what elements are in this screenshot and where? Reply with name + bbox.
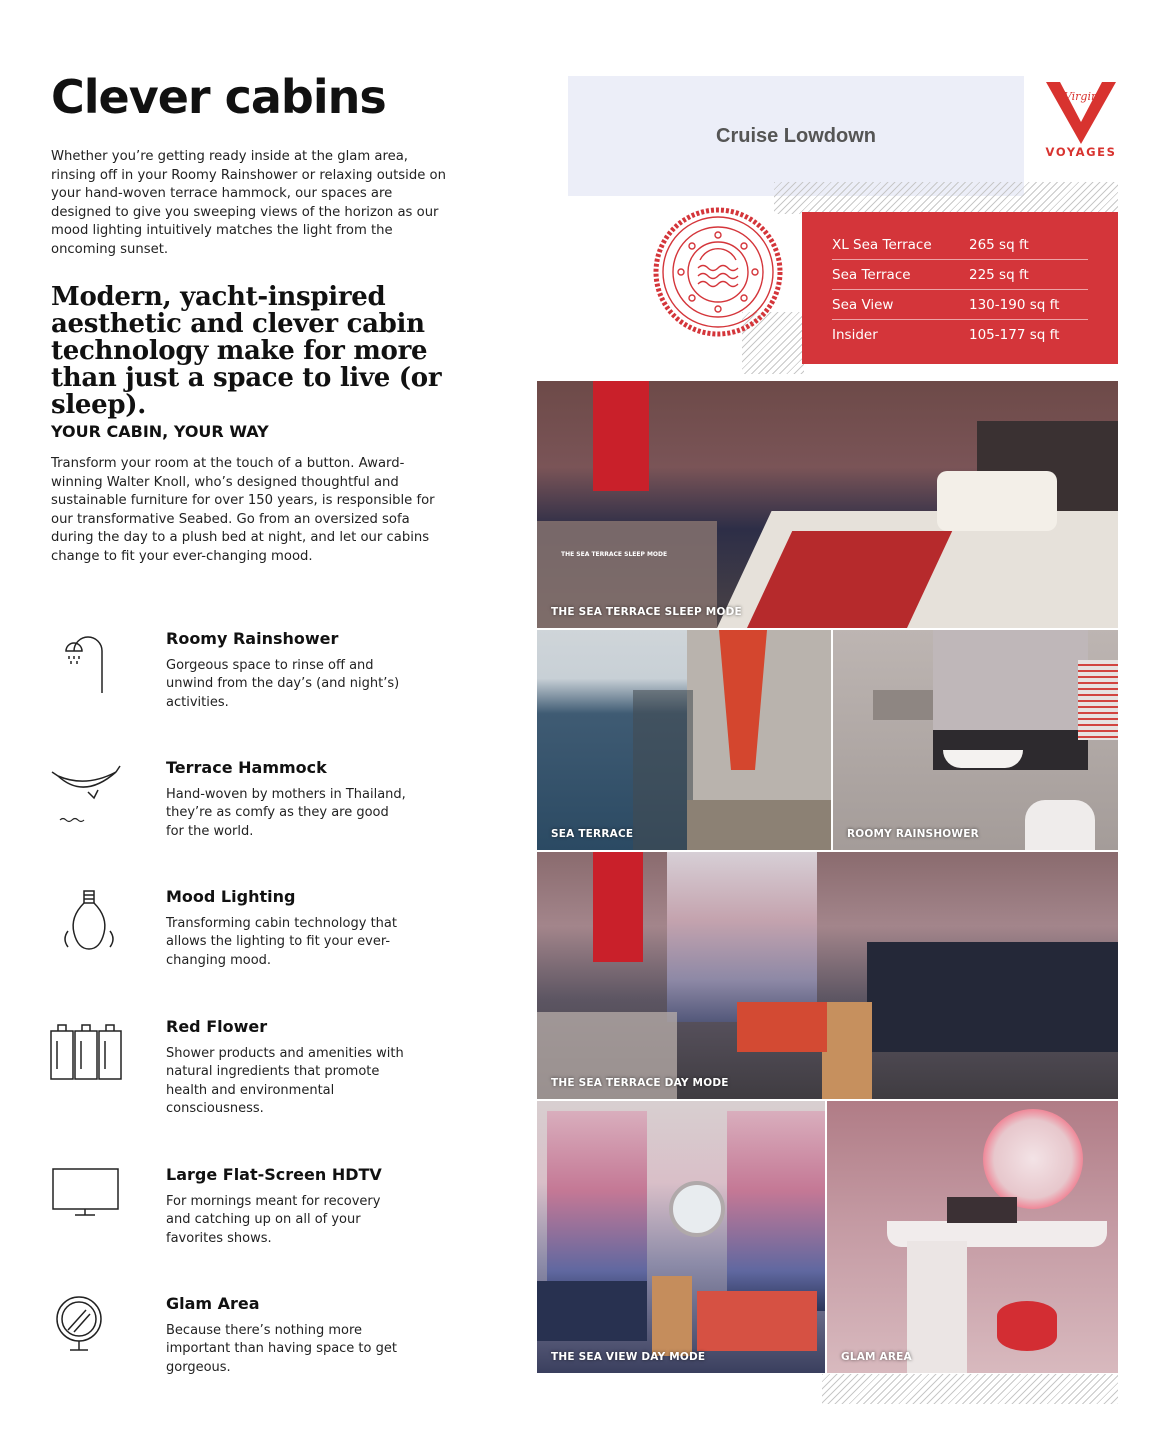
photo-sea-terrace: [537, 630, 831, 850]
tv-icon: [48, 1165, 128, 1245]
photo-caption: GLAM AREA: [841, 1351, 912, 1363]
cabin-size-row: [832, 290, 1088, 320]
cabin-sizes-table: [802, 212, 1118, 364]
section-paragraph: Transform your room at the touch of a button. Award-winning Walter Knoll, who’s designed thoughtful and sustainable furniture for over 150 years, is responsible for our transformative Seabed. Go from an oversized sofa during the day to a plush bed at night, and let our cabins change to fit your ever-changing mood.: [51, 456, 435, 564]
decorative-hatch: [774, 182, 1118, 214]
cabin-size-row: [832, 260, 1088, 290]
intro-paragraph: Whether you’re getting ready inside at the glam area, rinsing off in your Roomy Rainshower or relaxing outside on your hand-woven terrace hammock, our spaces are designed to give you sweeping views of the horizon as our mood lighting intuitively matches the light from the oncoming sunset.: [51, 149, 446, 257]
feature-title: Large Flat-Screen HDTV: [166, 1165, 382, 1184]
feature-title: Glam Area: [166, 1294, 260, 1313]
lightbulb-icon: [48, 887, 128, 967]
photo-sea-terrace-sleep-mode: [537, 381, 1118, 628]
photo-caption: THE SEA VIEW DAY MODE: [551, 1351, 706, 1363]
hammock-icon: [48, 758, 128, 838]
feature-description: Transforming cabin technology that allows the lighting to fit your ever-changing mood.: [166, 916, 397, 968]
cabin-area: 130-190 sq ft: [969, 296, 1060, 313]
svg-text:Virgin: Virgin: [1063, 90, 1099, 103]
porthole-icon: [652, 206, 784, 338]
cabin-area: 265 sq ft: [969, 236, 1029, 253]
feature-description: Because there’s nothing more important than having space to get gorgeous.: [166, 1323, 397, 1375]
photo-caption: THE SEA TERRACE SLEEP MODE: [551, 606, 742, 618]
feature-description: Hand-woven by mothers in Thailand, they’re as comfy as they are good for the world.: [166, 787, 406, 839]
cabin-size-row: [832, 230, 1088, 260]
feature-title: Roomy Rainshower: [166, 629, 339, 648]
cabin-type: Sea Terrace: [832, 266, 911, 283]
decorative-hatch: [822, 1374, 1118, 1404]
bottles-icon: [48, 1017, 128, 1097]
cabin-type: Insider: [832, 327, 878, 343]
page-title: Clever cabins: [51, 70, 386, 124]
cabin-type: XL Sea Terrace: [832, 236, 932, 253]
cabin-type: Sea View: [832, 296, 894, 313]
photo-caption: THE SEA TERRACE DAY MODE: [551, 1077, 729, 1089]
shower-icon: [48, 629, 128, 709]
photo-small-caption: THE SEA TERRACE SLEEP MODE: [561, 551, 668, 558]
section-heading: YOUR CABIN, YOUR WAY: [51, 422, 269, 441]
feature-description: Gorgeous space to rinse off and unwind from the day’s (and night’s) activities.: [166, 658, 400, 710]
photo-glam-area: [827, 1101, 1118, 1373]
photo-sea-terrace-day-mode: [537, 852, 1118, 1099]
photo-caption: ROOMY RAINSHOWER: [847, 828, 979, 840]
mirror-icon: [48, 1294, 128, 1374]
feature-title: Red Flower: [166, 1017, 268, 1036]
cruise-lowdown-banner: Cruise Lowdown: [568, 76, 1024, 196]
photo-caption: SEA TERRACE: [551, 828, 634, 840]
cabin-area: 105-177 sq ft: [969, 327, 1060, 343]
cabin-area: 225 sq ft: [969, 266, 1029, 283]
feature-title: Mood Lighting: [166, 887, 296, 906]
headline: Modern, yacht-inspired aesthetic and clever cabin technology make for more than just a space to live (or sleep).: [51, 282, 442, 420]
photo-sea-view-day-mode: [537, 1101, 825, 1373]
feature-description: Shower products and amenities with natural ingredients that promote health and environmental consciousness.: [166, 1046, 404, 1116]
feature-title: Terrace Hammock: [166, 758, 327, 777]
feature-description: For mornings meant for recovery and catching up on all of your favorites shows.: [166, 1194, 381, 1246]
photo-roomy-rainshower: [833, 630, 1118, 850]
cabin-size-row: [832, 320, 1088, 350]
logo-wordmark: VOYAGES: [1045, 145, 1117, 159]
